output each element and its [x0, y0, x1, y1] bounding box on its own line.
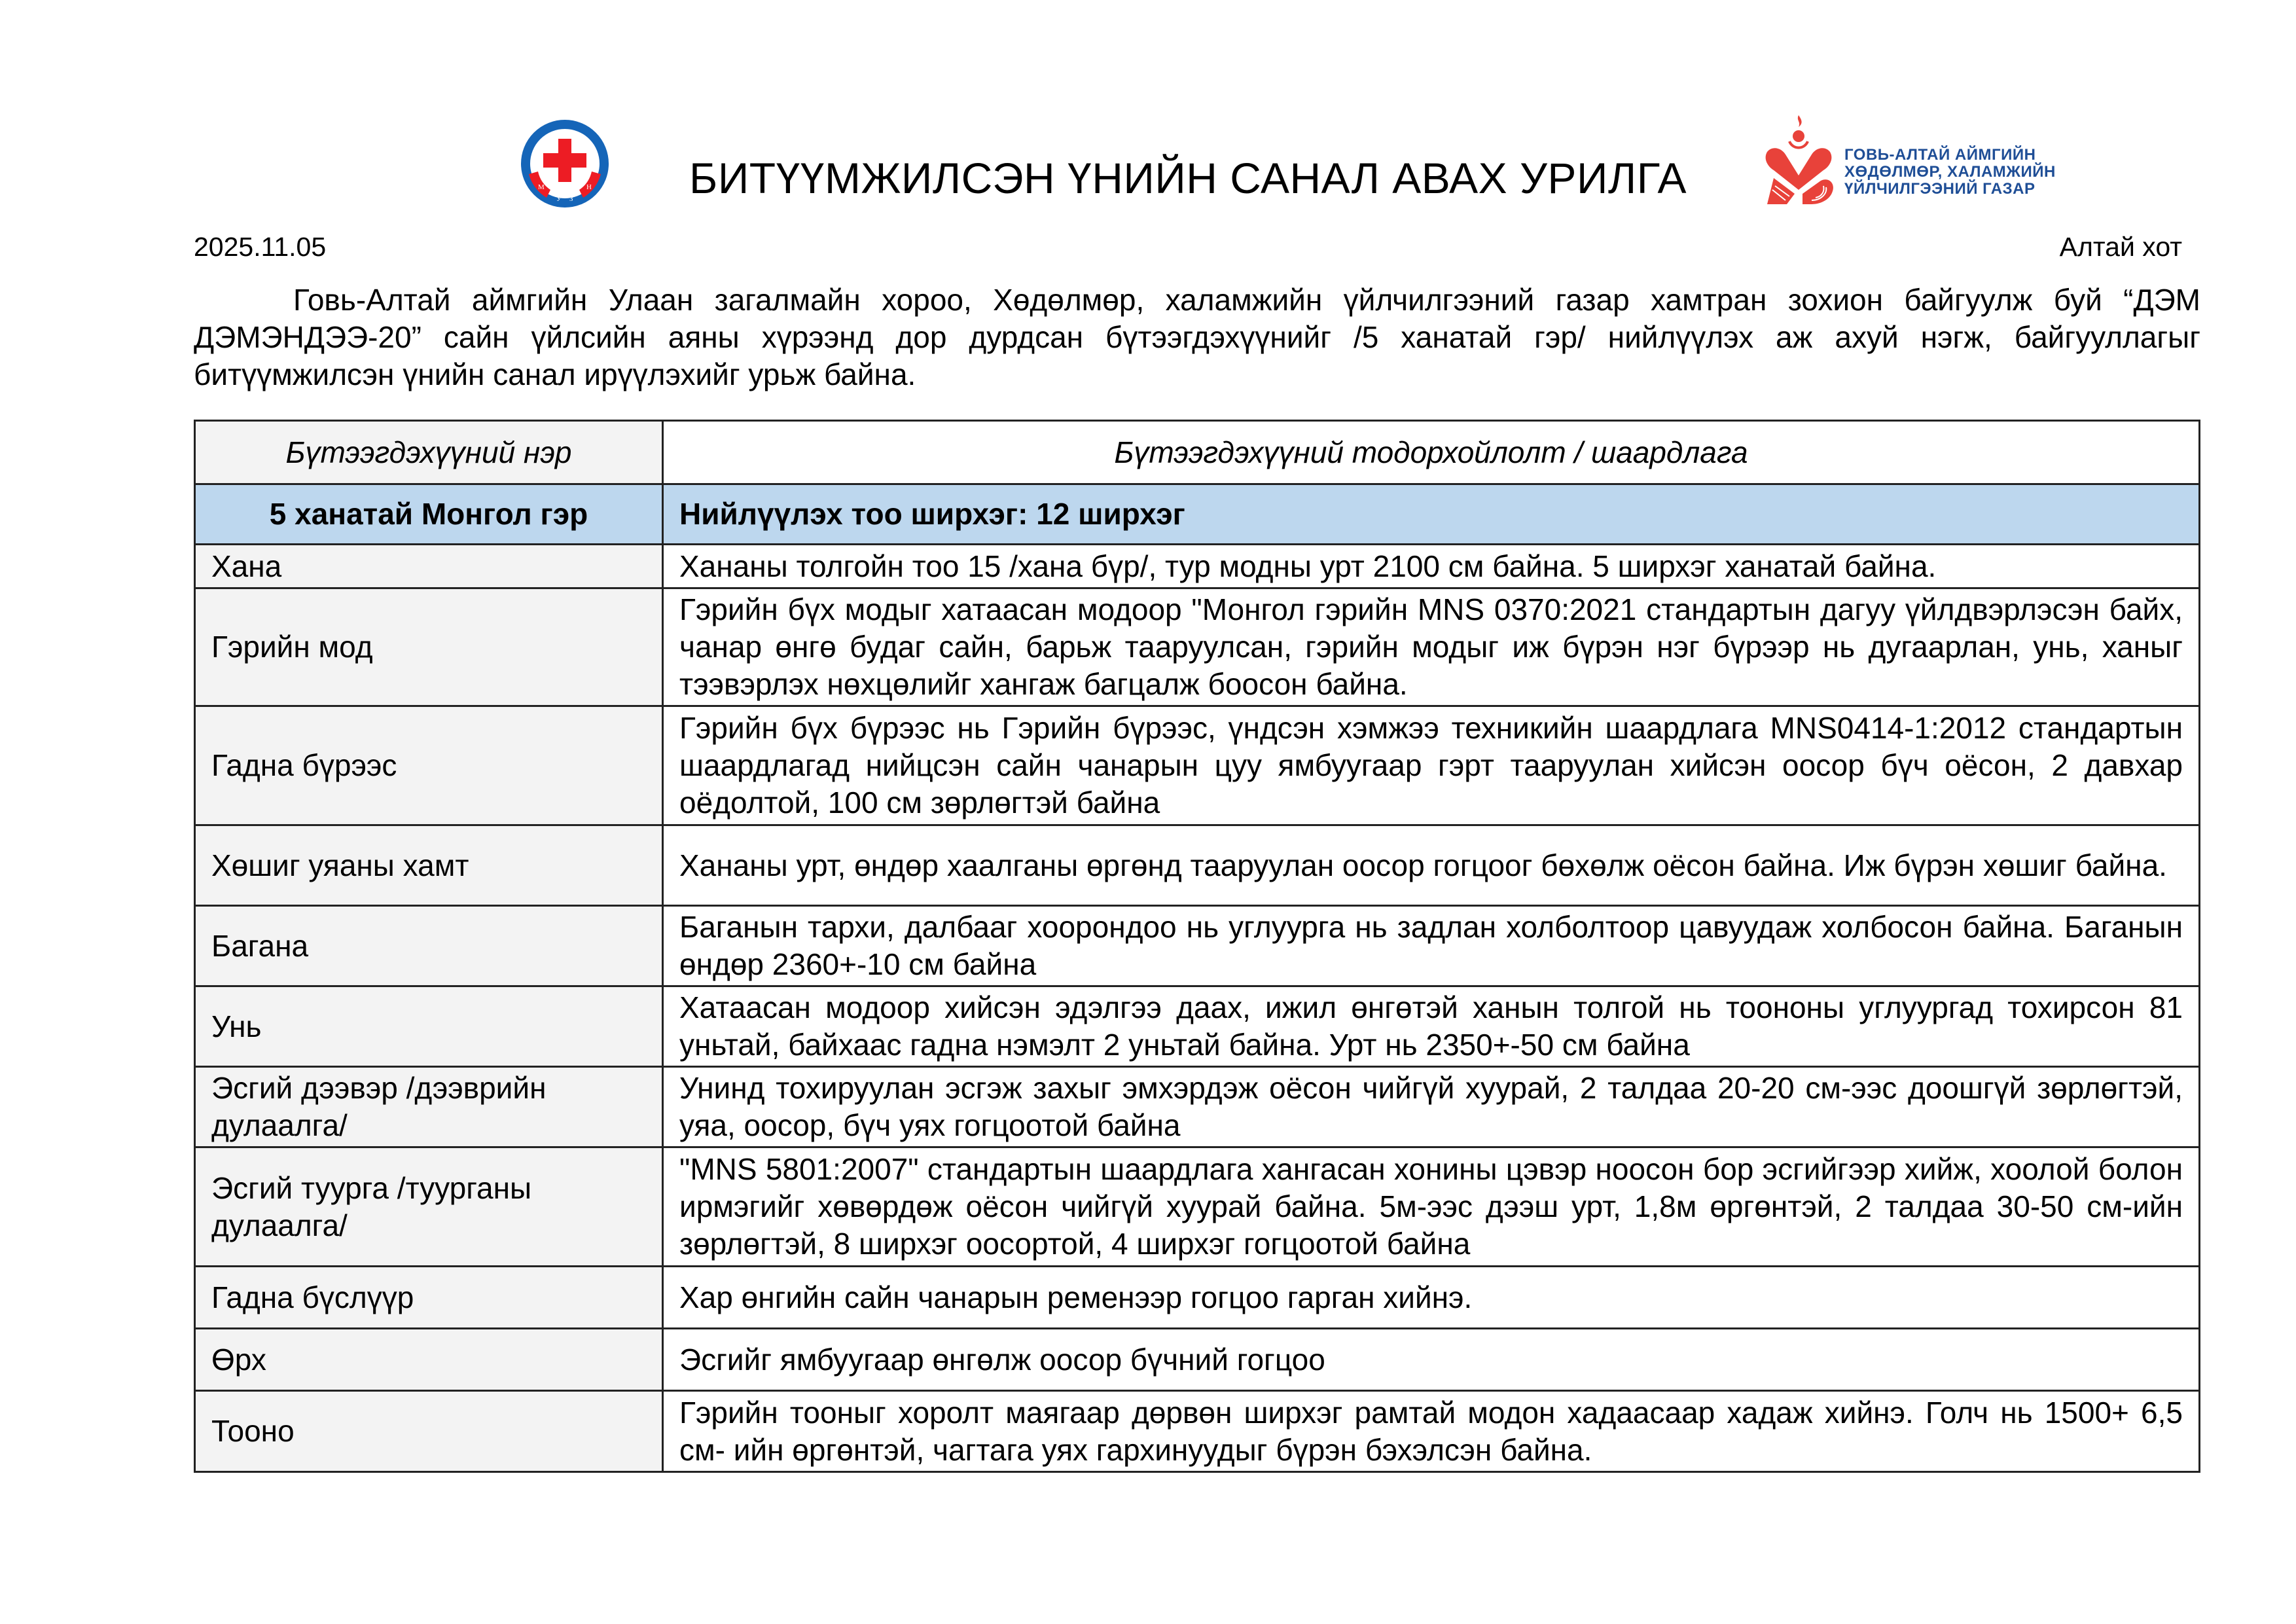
- svg-text:Н: Н: [586, 183, 592, 191]
- row-name: Гадна бүслүүр: [195, 1267, 663, 1329]
- table-row: [195, 706, 2200, 825]
- row-spec: Унинд тохируулан эсгэж захыг эмхэрдэж оёсон чийгүй хуурай, 2 талдаа 20-20 см-ээс доошгүй зөрлөгтэй, уяа, оосор, бүч уях гогцоотой байна: [663, 1067, 2200, 1147]
- group-name: 5 ханатай Монгол гэр: [195, 484, 663, 545]
- row-spec: Баганын тархи, далбааг хоорондоо нь углуурга нь задлан холболтоор цавуудаж холбосон байна. Баганын өндөр 2360+-10 см байна: [663, 906, 2200, 986]
- logo-line: ХӨДӨЛМӨР, ХАЛАМЖИЙН: [1844, 163, 2056, 181]
- column-header-spec: Бүтээгдэхүүний тодорхойлолт / шаардлага: [663, 421, 2200, 484]
- svg-text:М: М: [538, 183, 545, 191]
- svg-text:У: У: [556, 195, 562, 203]
- table-row: [195, 906, 2200, 986]
- row-name: Эсгий туурга /туурганы дулаалга/: [195, 1147, 663, 1267]
- group-quantity: Нийлүүлэх тоо ширхэг: 12 ширхэг: [663, 484, 2200, 545]
- labour-welfare-logo-text: [1844, 147, 2056, 198]
- row-spec: Эсгийг ямбуугаар өнгөлж оосор бүчний гогцоо: [663, 1329, 2200, 1391]
- row-spec: Хар өнгийн сайн чанарын ременээр гогцоо гарган хийнэ.: [663, 1267, 2200, 1329]
- row-name: Хана: [195, 545, 663, 588]
- intro-text: Говь-Алтай аймгийн Улаан загалмайн хороо, Хөдөлмөр, халамжийн үйлчилгээний газар хамтран зохион байгуулж буй “ДЭМ ДЭМЭНДЭЭ-20” сайн үйлсийн аяны хүрээнд дор дурдсан бүтээгдэхүүнийг /5 ханатай гэр/ нийлүүлэх аж ахуй нэгж, байгууллагыг битүүмжилсэн үнийн санал ирүүлэхийг урьж байна.: [194, 283, 2200, 391]
- red-cross-logo: [520, 119, 609, 208]
- table-row: [195, 545, 2200, 588]
- row-spec: Хананы толгойн тоо 15 /хана бүр/, тур модны урт 2100 см байна. 5 ширхэг ханатай байна.: [663, 545, 2200, 588]
- table-row: [195, 1391, 2200, 1472]
- spec-table: [194, 420, 2200, 1473]
- svg-text:З: З: [569, 195, 573, 203]
- row-name: Гадна бүрээс: [195, 706, 663, 825]
- table-row: [195, 825, 2200, 906]
- document-date: 2025.11.05: [194, 232, 327, 262]
- row-name: Тооно: [195, 1391, 663, 1472]
- row-spec: Гэрийн бүх модыг хатаасан модоор "Монгол гэрийн MNS 0370:2021 стандартын дагуу үйлдвэрлэсэн байх, чанар өнгө будаг сайн, барьж тааруулсан, гэрийн модыг иж бүрэн нэг бүрээр нь дугаарлан, унь, ханыг тээвэрлэх нөхцөлийг хангаж багцалж боосон байна.: [663, 588, 2200, 706]
- row-name: Эсгий дээвэр /дээврийн дулаалга/: [195, 1067, 663, 1147]
- row-spec: Гэрийн бүх бүрээс нь Гэрийн бүрээс, үндсэн хэмжээ техникийн шаардлага MNS0414-1:2012 стандартын шаардлагад нийцсэн сайн чанарын цуу ямбуугаар гэрт тааруулан хийсэн оосор бүч оёсон, 2 давхар оёдолтой, 100 см зөрлөгтэй байна: [663, 706, 2200, 825]
- table-row: [195, 986, 2200, 1067]
- row-spec: Гэрийн тооныг хоролт маягаар дөрвөн ширхэг рамтай модон хадаасаар хадаж хийнэ. Голч нь 1500+ 6,5 см- ийн өргөнтэй, чагтага уях гархинуудыг бүрэн бэхэлсэн байна.: [663, 1391, 2200, 1472]
- table-row: [195, 1267, 2200, 1329]
- table-row: [195, 1329, 2200, 1391]
- red-cross-icon: [520, 119, 609, 208]
- table-row: [195, 1067, 2200, 1147]
- table-row: [195, 1147, 2200, 1267]
- row-name: Гэрийн мод: [195, 588, 663, 706]
- row-spec: Хатаасан модоор хийсэн эдэлгээ даах, ижил өнгөтэй ханын толгой нь тоононы углуургад тохирсон 81 уньтай, байхаас гадна нэмэлт 2 уньтай байна. Урт нь 2350+-50 см байна: [663, 986, 2200, 1067]
- row-name: Өрх: [195, 1329, 663, 1391]
- column-header-name: Бүтээгдэхүүний нэр: [195, 421, 663, 484]
- soyombo-pencil-book-icon: [1761, 113, 1839, 211]
- labour-welfare-logo: [1761, 113, 2068, 211]
- logo-line: ГОВЬ-АЛТАЙ АЙМГИЙН: [1844, 146, 2036, 164]
- row-name: Хөшиг уяаны хамт: [195, 825, 663, 906]
- logo-line: ҮЙЛЧИЛГЭЭНИЙ ГАЗАР: [1844, 180, 2036, 198]
- row-spec: Хананы урт, өндөр хаалганы өргөнд тааруулан оосор гогцоог бөхөлж оёсон байна. Иж бүрэн хөшиг байна.: [663, 825, 2200, 906]
- table-header-row: [195, 421, 2200, 484]
- group-row: [195, 484, 2200, 545]
- intro-paragraph: [194, 281, 2200, 393]
- table-row: [195, 588, 2200, 706]
- row-name: Унь: [195, 986, 663, 1067]
- document-city: Алтай хот: [2059, 232, 2182, 262]
- page-title: БИТҮҮМЖИЛСЭН ҮНИЙН САНАЛ АВАХ УРИЛГА: [689, 154, 1687, 202]
- row-name: Багана: [195, 906, 663, 986]
- row-spec: "MNS 5801:2007" стандартын шаардлага хангасан хонины цэвэр ноосон бор эсгийгээр хийж, хоолой болон ирмэгийг хөвөрдөж оёсон чийгүй хуурай байна. 5м-ээс дээш урт, 1,8м өргөнтэй, 2 талдаа 30-50 см-ийн зөрлөгтэй, 8 ширхэг оосортой, 4 ширхэг гогцоотой байна: [663, 1147, 2200, 1267]
